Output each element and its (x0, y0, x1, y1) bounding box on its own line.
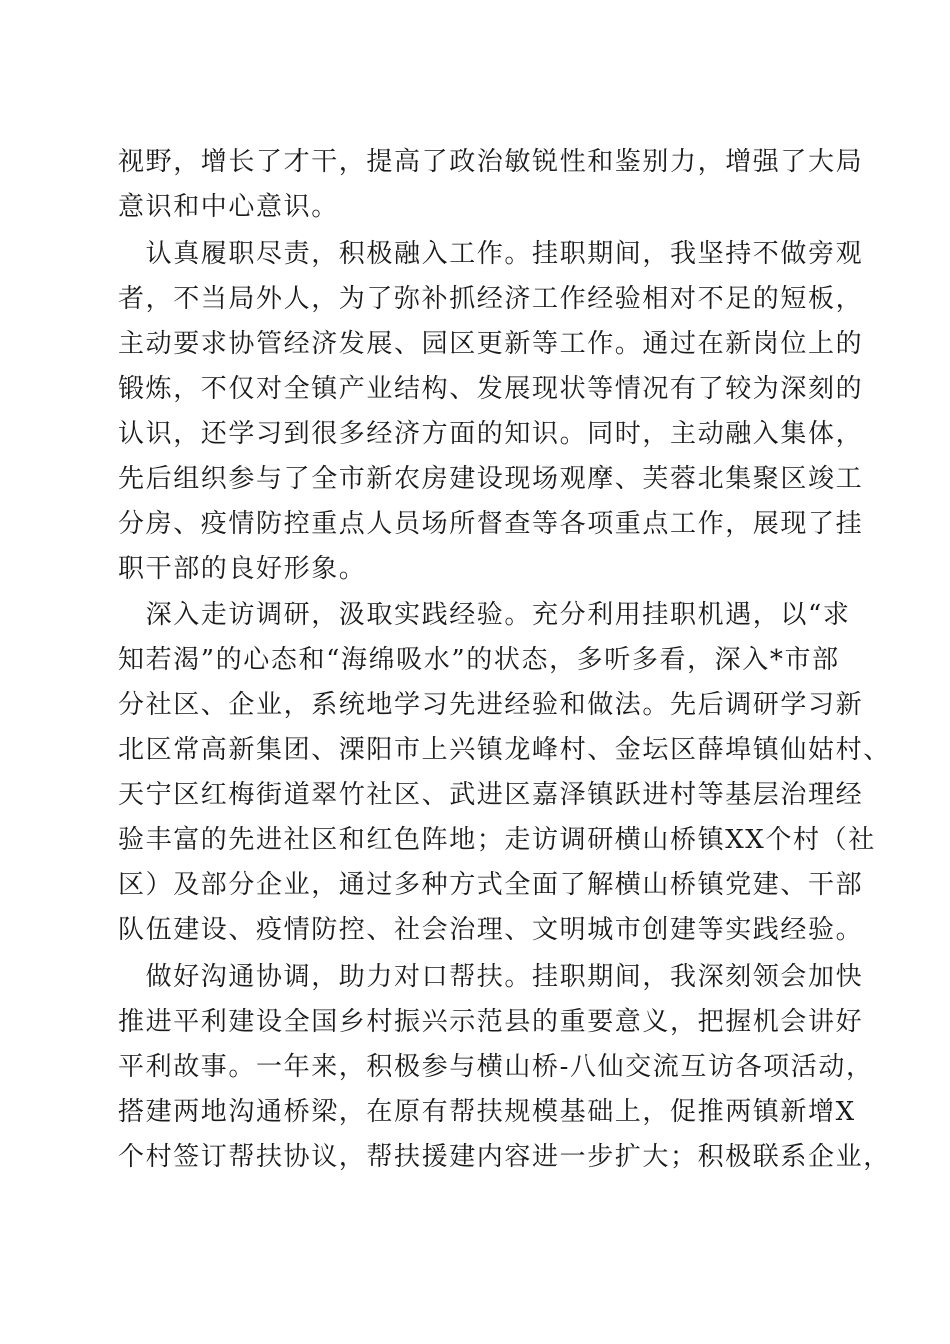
text-line: 职干部的良好形象。 (118, 554, 367, 584)
text-line: 认真履职尽责，积极融入工作。挂职期间，我坚持不做旁观 (118, 239, 864, 269)
text-line: 主动要求协管经济发展、园区更新等工作。通过在新岗位上的 (118, 329, 864, 359)
text-line: 视野，增长了才干，提高了政治敏锐性和鉴别力，增强了大局 (118, 147, 864, 177)
text-line: 个村签订帮扶协议，帮扶援建内容进一步扩大；积极联系企业， (118, 1142, 891, 1172)
text-line: 推进平利建设全国乡村振兴示范县的重要意义，把握机会讲好 (118, 1007, 864, 1037)
text-line: 深入走访调研，汲取实践经验。充分利用挂职机遇，以“求 (118, 600, 851, 630)
text-line: 知若渴”的心态和“海绵吸水”的状态，多听多看，深入*市部 (118, 645, 840, 675)
text-line: 分房、疫情防控重点人员场所督查等各项重点工作，展现了挂 (118, 509, 864, 539)
text-line: 做好沟通协调，助力对口帮扶。挂职期间，我深刻领会加快 (118, 962, 864, 992)
text-line: 验丰富的先进社区和红色阵地；走访调研横山桥镇XX个村（社 (118, 825, 876, 855)
text-line: 者，不当局外人，为了弥补抓经济工作经验相对不足的短板， (118, 284, 864, 314)
text-line: 平利故事。一年来，积极参与横山桥-八仙交流互访各项活动， (118, 1052, 874, 1082)
text-line: 先后组织参与了全市新农房建设现场观摩、芙蓉北集聚区竣工 (118, 464, 864, 494)
text-line: 锻炼，不仅对全镇产业结构、发展现状等情况有了较为深刻的 (118, 374, 864, 404)
text-line: 意识和中心意识。 (118, 192, 339, 222)
text-line: 分社区、企业，系统地学习先进经验和做法。先后调研学习新 (118, 690, 864, 720)
text-line: 认识，还学习到很多经济方面的知识。同时，主动融入集体， (118, 419, 864, 449)
text-line: 搭建两地沟通桥梁，在原有帮扶规模基础上，促推两镇新增X (118, 1097, 856, 1127)
text-line: 队伍建设、疫情防控、社会治理、文明城市创建等实践经验。 (118, 915, 864, 945)
text-line: 北区常高新集团、溧阳市上兴镇龙峰村、金坛区薛埠镇仙姑村、 (118, 735, 891, 765)
text-line: 区）及部分企业，通过多种方式全面了解横山桥镇党建、干部 (118, 870, 864, 900)
text-line: 天宁区红梅街道翠竹社区、武进区嘉泽镇跃进村等基层治理经 (118, 780, 864, 810)
